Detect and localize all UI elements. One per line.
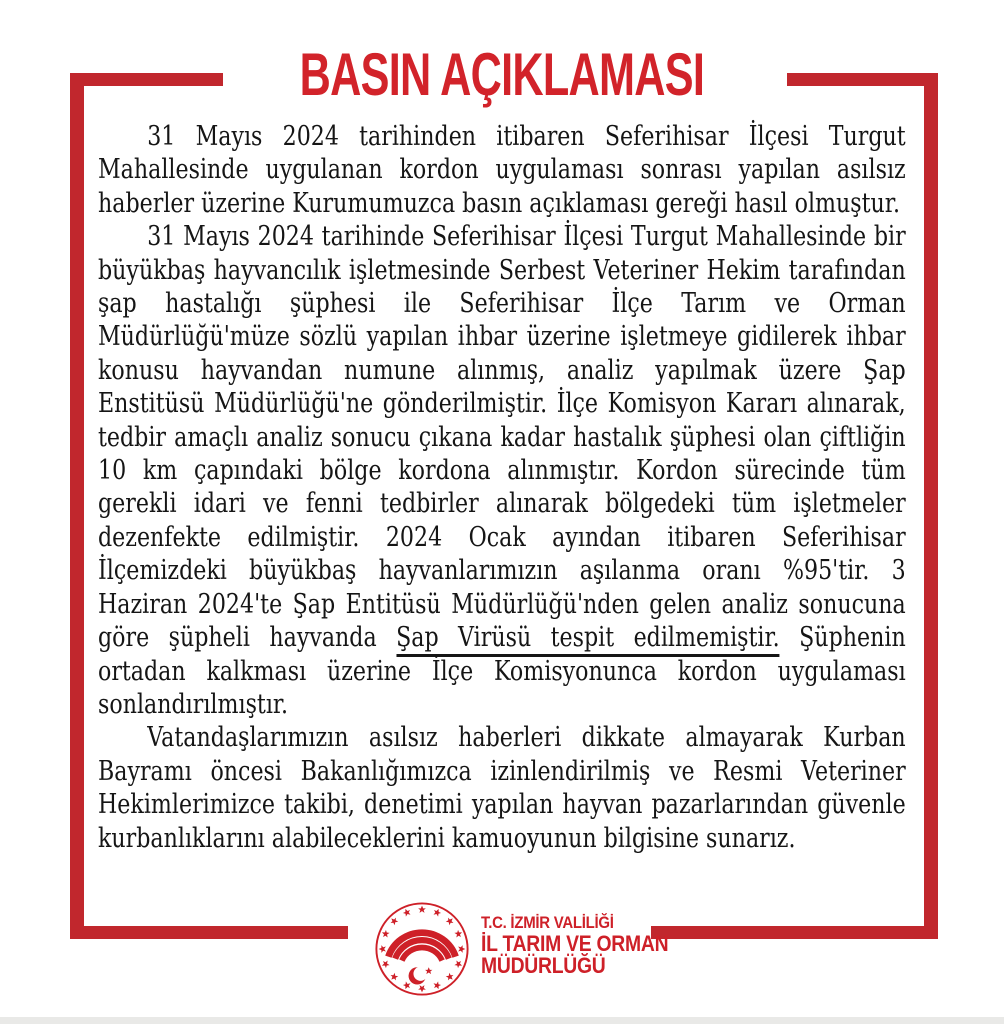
- frame-border-right: [924, 73, 938, 939]
- paragraph-1: [98, 120, 906, 220]
- press-release-body: [98, 120, 906, 855]
- organization-name-block: [481, 913, 668, 977]
- emblem-crescent-star: [409, 967, 433, 985]
- page-title-text: BASIN AÇIKLAMASI: [299, 41, 705, 108]
- paragraph-2-text-after: Şüphenin ortadan kalkması üzerine İlçe Komisyonunca kordon uygulaması sonlandırılmıştır.: [98, 622, 906, 720]
- frame-border-bottom-left: [70, 926, 348, 939]
- ministry-emblem-icon: [374, 901, 470, 997]
- org-name-line1: T.C. İZMİR VALİLİĞİ: [481, 913, 614, 932]
- page-title: [0, 41, 1004, 121]
- paragraph-1-text: 31 Mayıs 2024 tarihinden itibaren Seferihisar İlçesi Turgut Mahallesinde uygulanan kordon uygulaması sonrası yapılan asılsız haberler üzerine Kurumumuzca basın açıklaması gereği hasıl olmuştur.: [98, 121, 906, 219]
- org-name-line3: MÜDÜRLÜĞÜ: [481, 953, 606, 978]
- paragraph-2-text-before: 31 Mayıs 2024 tarihinde Seferihisar İlçesi Turgut Mahallesinde bir büyükbaş hayvancılık işletmesinde Serbest Veteriner Hekim tarafından şap hastalığı şüphesi ile Seferihisar İlçe Tarım ve Orman Müdürlüğü'müze sözlü yapılan ihbar üzerine işletmeye gidilerek ihbar konusu hayvandan numune alınmış, analiz yapılmak üzere Şap Enstitüsü Müdürlüğü'ne gönderilmiştir. İlçe Komisyon Kararı alınarak, tedbir amaçlı analiz sonucu çıkana kadar hastalık şüphesi olan çiftliğin 10 km çapındaki bölge kordona alınmıştır. Kordon sürecinde tüm gerekli idari ve fenni tedbirler alınarak bölgedeki tüm işletmeler dezenfekte edilmiştir. 2024 Ocak ayından itibaren Seferihisar İlçemizdeki büyükbaş hayvanlarımızın aşılanma oranı %95'tir. 3 Haziran 2024'te Şap Entitüsü Müdürlüğü'nden gelen analiz sonucuna göre şüpheli hayvanda: [98, 221, 906, 654]
- org-name-line2: İL TARIM VE ORMAN: [481, 931, 669, 956]
- paragraph-2: [98, 220, 906, 721]
- frame-border-bottom-right: [651, 926, 938, 939]
- paragraph-3-text: Vatandaşlarımızın asılsız haberleri dikkate almayarak Kurban Bayramı öncesi Bakanlığımızca izinlendirilmiş ve Resmi Veteriner Hekimlerimizce takibi, denetimi yapılan hayvan pazarlarından güvenle kurbanlıklarını alabileceklerini kamuoyunun bilgisine sunarız.: [98, 722, 906, 854]
- paragraph-3: [98, 721, 906, 855]
- underlined-emphasis: Şap Virüsü tespit edilmemiştir.: [396, 622, 780, 657]
- image-bottom-edge: [0, 1017, 1004, 1024]
- emblem-fan-arcs: [388, 933, 455, 961]
- frame-border-left: [70, 73, 84, 939]
